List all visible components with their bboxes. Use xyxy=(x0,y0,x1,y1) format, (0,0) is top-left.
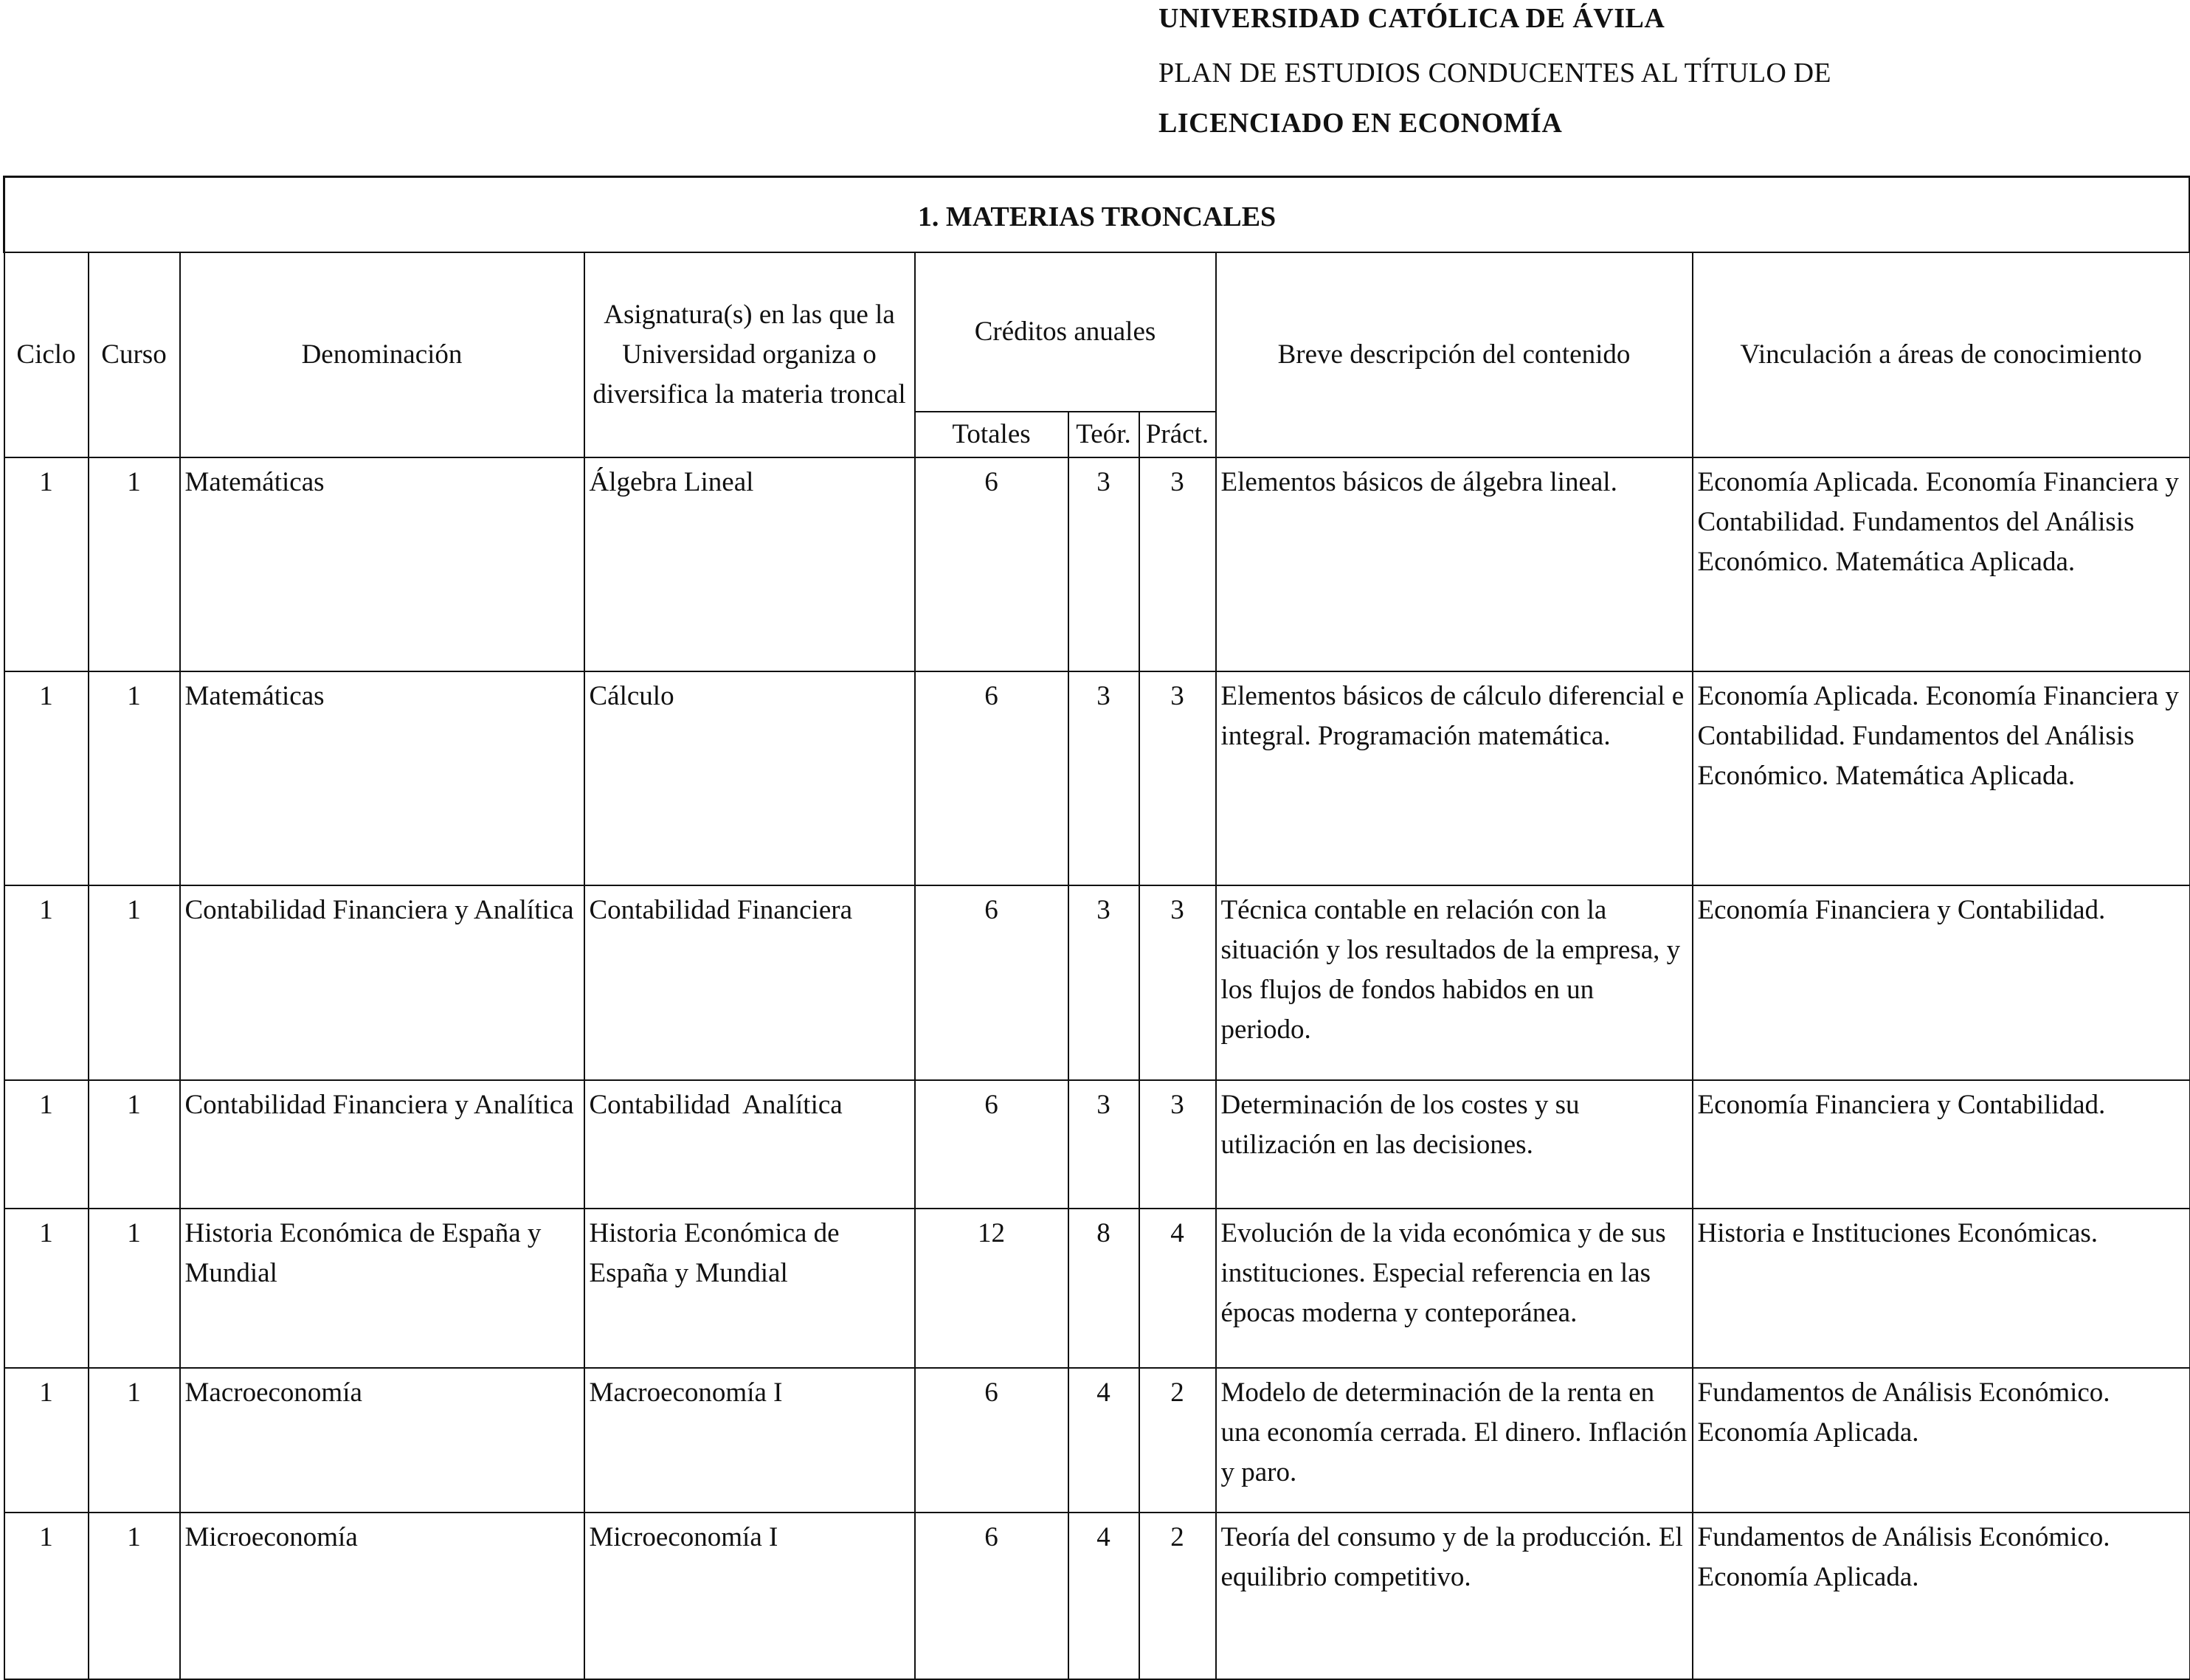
cell-pract: 2 xyxy=(1139,1368,1216,1513)
cell-pract: 3 xyxy=(1139,457,1216,671)
table-title: 1. MATERIAS TRONCALES xyxy=(4,177,2190,252)
cell-asignatura: Contabilidad Financiera xyxy=(584,885,915,1080)
cell-totales: 6 xyxy=(915,671,1068,885)
cell-descripcion: Teoría del consumo y de la producción. El equilibrio competitivo. xyxy=(1216,1513,1693,1679)
header-creditos-anuales: Créditos anuales xyxy=(915,252,1216,412)
cell-ciclo: 1 xyxy=(4,885,89,1080)
header-denominacion: Denominación xyxy=(180,252,584,457)
cell-teor: 3 xyxy=(1068,885,1139,1080)
cell-pract: 4 xyxy=(1139,1209,1216,1368)
cell-denominacion: Matemáticas xyxy=(180,457,584,671)
cell-teor: 4 xyxy=(1068,1368,1139,1513)
cell-vinculacion: Fundamentos de Análisis Económico. Economía Aplicada. xyxy=(1693,1513,2190,1679)
cell-denominacion: Contabilidad Financiera y Analítica xyxy=(180,1080,584,1209)
cell-vinculacion: Economía Aplicada. Economía Financiera y Contabilidad. Fundamentos del Análisis Económico. Matemática Aplicada. xyxy=(1693,671,2190,885)
cell-vinculacion: Economía Financiera y Contabilidad. xyxy=(1693,885,2190,1080)
cell-pract: 3 xyxy=(1139,671,1216,885)
cell-teor: 3 xyxy=(1068,1080,1139,1209)
cell-totales: 6 xyxy=(915,1513,1068,1679)
cell-descripcion: Elementos básicos de cálculo diferencial e integral. Programación matemática. xyxy=(1216,671,1693,885)
table-row xyxy=(4,1368,2190,1513)
cell-descripcion: Determinación de los costes y su utilización en las decisiones. xyxy=(1216,1080,1693,1209)
table-row xyxy=(4,885,2190,1080)
cell-descripcion: Modelo de determinación de la renta en una economía cerrada. El dinero. Inflación y paro. xyxy=(1216,1368,1693,1513)
cell-totales: 6 xyxy=(915,457,1068,671)
table-row xyxy=(4,671,2190,885)
header-curso: Curso xyxy=(89,252,180,457)
cell-curso: 1 xyxy=(89,1080,180,1209)
header-totales: Totales xyxy=(915,412,1068,457)
cell-totales: 6 xyxy=(915,1080,1068,1209)
cell-curso: 1 xyxy=(89,1513,180,1679)
cell-teor: 3 xyxy=(1068,457,1139,671)
cell-vinculacion: Historia e Instituciones Económicas. xyxy=(1693,1209,2190,1368)
cell-descripcion: Elementos básicos de álgebra lineal. xyxy=(1216,457,1693,671)
institution-name: UNIVERSIDAD CATÓLICA DE ÁVILA xyxy=(1158,3,1665,34)
cell-ciclo: 1 xyxy=(4,1513,89,1679)
cell-totales: 12 xyxy=(915,1209,1068,1368)
plan-line: PLAN DE ESTUDIOS CONDUCENTES AL TÍTULO DE xyxy=(1158,58,1831,89)
cell-denominacion: Historia Económica de España y Mundial xyxy=(180,1209,584,1368)
cell-ciclo: 1 xyxy=(4,671,89,885)
cell-descripcion: Técnica contable en relación con la situación y los resultados de la empresa, y los flujos de fondos habidos en un periodo. xyxy=(1216,885,1693,1080)
header-ciclo: Ciclo xyxy=(4,252,89,457)
cell-asignatura: Contabilidad Analítica xyxy=(584,1080,915,1209)
cell-ciclo: 1 xyxy=(4,1080,89,1209)
cell-descripcion: Evolución de la vida económica y de sus instituciones. Especial referencia en las épocas moderna y conteporánea. xyxy=(1216,1209,1693,1368)
cell-pract: 3 xyxy=(1139,885,1216,1080)
cell-curso: 1 xyxy=(89,885,180,1080)
table-row xyxy=(4,457,2190,671)
cell-asignatura: Historia Económica de España y Mundial xyxy=(584,1209,915,1368)
materias-troncales-table xyxy=(3,176,2190,1680)
table-row xyxy=(4,1080,2190,1209)
cell-asignatura: Cálculo xyxy=(584,671,915,885)
header-teor: Teór. xyxy=(1068,412,1139,457)
cell-pract: 3 xyxy=(1139,1080,1216,1209)
cell-asignatura: Macroeconomía I xyxy=(584,1368,915,1513)
cell-ciclo: 1 xyxy=(4,457,89,671)
cell-curso: 1 xyxy=(89,457,180,671)
cell-denominacion: Macroeconomía xyxy=(180,1368,584,1513)
cell-teor: 8 xyxy=(1068,1209,1139,1368)
cell-asignatura: Microeconomía I xyxy=(584,1513,915,1679)
cell-vinculacion: Economía Financiera y Contabilidad. xyxy=(1693,1080,2190,1209)
cell-denominacion: Matemáticas xyxy=(180,671,584,885)
degree-title: LICENCIADO EN ECONOMÍA xyxy=(1158,108,1563,139)
cell-curso: 1 xyxy=(89,1209,180,1368)
table-row xyxy=(4,1513,2190,1679)
cell-asignatura: Álgebra Lineal xyxy=(584,457,915,671)
cell-totales: 6 xyxy=(915,885,1068,1080)
cell-ciclo: 1 xyxy=(4,1209,89,1368)
header-vinculacion: Vinculación a áreas de conocimiento xyxy=(1693,252,2190,457)
cell-pract: 2 xyxy=(1139,1513,1216,1679)
header-descripcion: Breve descripción del contenido xyxy=(1216,252,1693,457)
table-row xyxy=(4,1209,2190,1368)
cell-totales: 6 xyxy=(915,1368,1068,1513)
header-asignaturas: Asignatura(s) en las que la Universidad organiza o diversifica la materia troncal xyxy=(584,252,915,457)
header-pract: Práct. xyxy=(1139,412,1216,457)
cell-curso: 1 xyxy=(89,1368,180,1513)
cell-ciclo: 1 xyxy=(4,1368,89,1513)
cell-vinculacion: Fundamentos de Análisis Económico. Economía Aplicada. xyxy=(1693,1368,2190,1513)
cell-teor: 3 xyxy=(1068,671,1139,885)
cell-vinculacion: Economía Aplicada. Economía Financiera y Contabilidad. Fundamentos del Análisis Económico. Matemática Aplicada. xyxy=(1693,457,2190,671)
cell-curso: 1 xyxy=(89,671,180,885)
cell-denominacion: Contabilidad Financiera y Analítica xyxy=(180,885,584,1080)
cell-teor: 4 xyxy=(1068,1513,1139,1679)
cell-denominacion: Microeconomía xyxy=(180,1513,584,1679)
